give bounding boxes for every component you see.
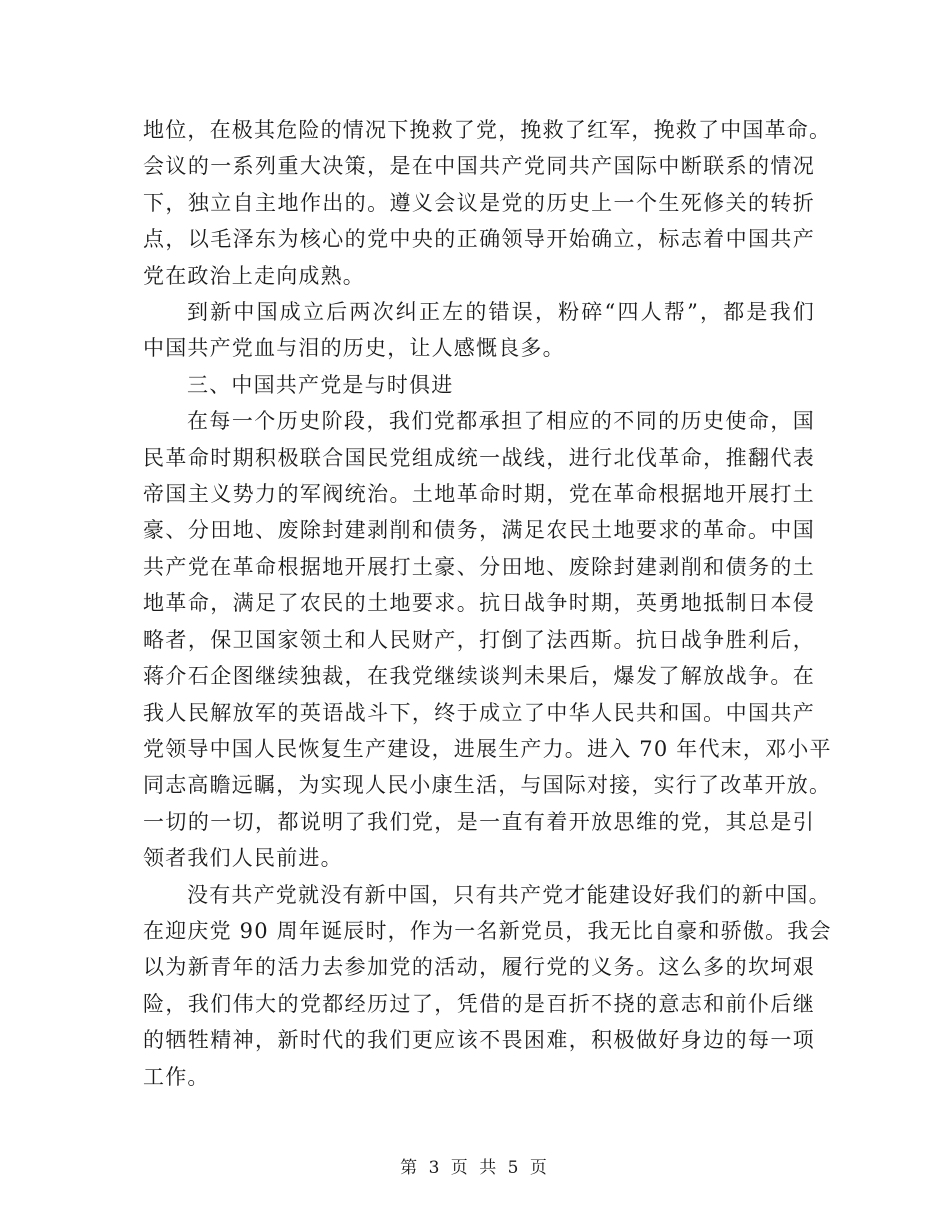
text-line: 在迎庆党 90 周年诞辰时，作为一名新党员，我无比自豪和骄傲。我会 (143, 918, 832, 943)
document-body (143, 112, 832, 1095)
text-line: 蒋介石企图继续独裁，在我党继续谈判未果后，爆发了解放战争。在 (143, 664, 815, 689)
text-line: 的牺牲精神，新时代的我们更应该不畏困难，积极做好身边的每一项 (143, 1028, 815, 1053)
section-heading-text: 三、中国共产党是与时俱进 (187, 372, 454, 397)
text-line: 共产党在革命根据地开展打土豪、分田地、废除封建剥削和债务的土 (143, 554, 815, 579)
text-line: 豪、分田地、废除封建剥削和债务，满足农民土地要求的革命。中国 (143, 518, 815, 543)
paragraph-zunyi-meeting (143, 112, 832, 294)
page-number-footer: 第 3 页 共 5 页 (400, 1158, 550, 1178)
text-line: 同志高瞻远瞩，为实现人民小康生活，与国际对接，实行了改革开放。 (143, 773, 832, 798)
text-line: 地位，在极其危险的情况下挽救了党，挽救了红军，挽救了中国革命。 (143, 118, 832, 142)
text-line: 会议的一系列重大决策，是在中国共产党同共产国际中断联系的情况 (143, 154, 815, 179)
text-line: 我人民解放军的英语战斗下，终于成立了中华人民共和国。中国共产 (143, 700, 815, 725)
text-line: 工作。 (143, 1064, 210, 1089)
text-line: 点，以毛泽东为核心的党中央的正确领导开始确立，标志着中国共产 (143, 227, 815, 252)
paragraph-conclusion (143, 877, 832, 1095)
text-line: 中国共产党血与泪的历史，让人感慨良多。 (143, 336, 565, 361)
text-line: 党在政治上走向成熟。 (143, 263, 365, 288)
text-line: 以为新青年的活力去参加党的活动，履行党的义务。这么多的坎坷艰 (143, 955, 815, 980)
text-line: 到新中国成立后两次纠正左的错误，粉碎“四人帮”，都是我们 (187, 300, 815, 325)
text-line: 帝国主义势力的军阀统治。土地革命时期，党在革命根据地开展打土 (143, 482, 815, 507)
text-line: 一切的一切，都说明了我们党，是一直有着开放思维的党，其总是引 (143, 809, 815, 834)
text-line: 地革命，满足了农民的土地要求。抗日战争时期，英勇地抵制日本侵 (143, 591, 815, 616)
text-line: 略者，保卫国家领土和人民财产，打倒了法西斯。抗日战争胜利后， (143, 627, 815, 652)
text-line: 没有共产党就没有新中国，只有共产党才能建设好我们的新中国。 (187, 882, 831, 907)
text-line: 党领导中国人民恢复生产建设，进展生产力。进入 70 年代末，邓小平 (143, 736, 832, 761)
text-line: 在每一个历史阶段，我们党都承担了相应的不同的历史使命，国 (187, 409, 815, 434)
text-line: 下，独立自主地作出的。遵义会议是党的历史上一个生死修关的转折 (143, 190, 815, 215)
text-line: 领者我们人民前进。 (143, 846, 343, 871)
paragraph-historical-stages (143, 403, 832, 876)
paragraph-after-founding (143, 294, 815, 367)
text-line: 险，我们伟大的党都经历过了，凭借的是百折不挠的意志和前仆后继 (143, 991, 815, 1016)
text-line: 民革命时期积极联合国民党组成统一战线，进行北伐革命，推翻代表 (143, 445, 815, 470)
section-heading-three (143, 367, 815, 403)
